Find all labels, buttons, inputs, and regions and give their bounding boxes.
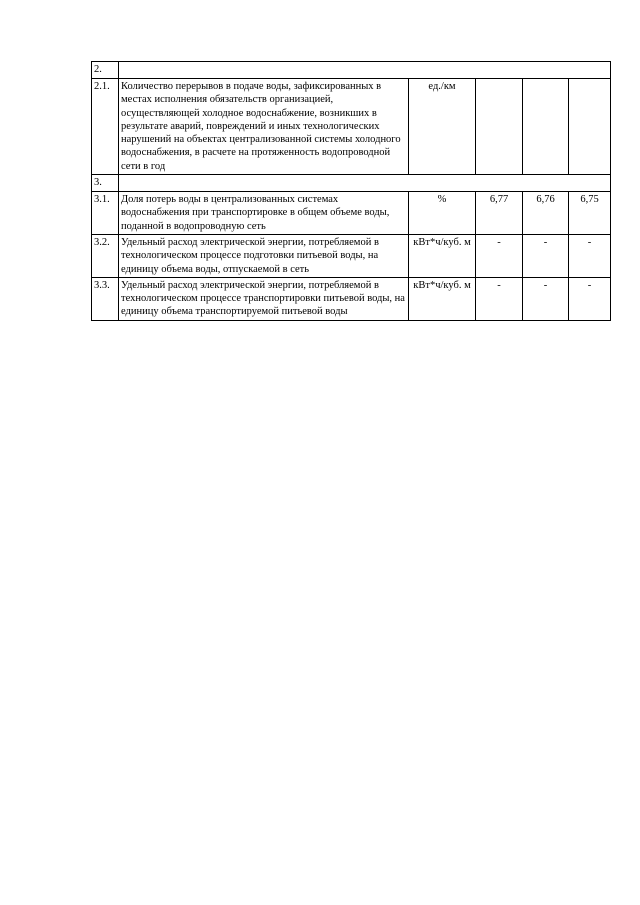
indicators-table: [91, 61, 611, 321]
value-cell-3: -: [569, 277, 611, 320]
table-row: [92, 192, 611, 235]
section-number: 3.: [92, 175, 119, 192]
unit-cell: %: [409, 192, 476, 235]
section-row: [92, 175, 611, 192]
indicator-text: Удельный расход электрической энергии, потребляемой в технологическом процессе подготовки питьевой воды, на единицу объема воды, отпускаемой в сеть: [119, 234, 409, 277]
value-cell-2: -: [523, 277, 569, 320]
table-row: [92, 79, 611, 175]
table-row: [92, 234, 611, 277]
indicator-text: Доля потерь воды в централизованных системах водоснабжения при транспортировке в общем объеме воды, поданной в водопроводную сеть: [119, 192, 409, 235]
table-row: [92, 277, 611, 320]
section-cell: [119, 62, 611, 79]
value-cell-3: [569, 79, 611, 175]
value-cell-2: [523, 79, 569, 175]
indicator-text: Количество перерывов в подаче воды, зафиксированных в местах исполнения обязательств организацией, осуществляющей холодное водоснабжение, возникших в результате аварий, повреждений и иных технологических нарушений на объектах централизованной системы холодного водоснабжения, в расчете на протяженность водопроводной сети в год: [119, 79, 409, 175]
value-cell-3: 6,75: [569, 192, 611, 235]
value-cell-2: -: [523, 234, 569, 277]
row-number: 2.1.: [92, 79, 119, 175]
unit-cell: ед./км: [409, 79, 476, 175]
value-cell-2: 6,76: [523, 192, 569, 235]
section-cell: [119, 175, 611, 192]
row-number: 3.3.: [92, 277, 119, 320]
value-cell-3: -: [569, 234, 611, 277]
value-cell-1: -: [476, 277, 523, 320]
unit-cell: кВт*ч/куб. м: [409, 234, 476, 277]
value-cell-1: [476, 79, 523, 175]
row-number: 3.2.: [92, 234, 119, 277]
row-number: 3.1.: [92, 192, 119, 235]
unit-cell: кВт*ч/куб. м: [409, 277, 476, 320]
section-number: 2.: [92, 62, 119, 79]
indicator-text: Удельный расход электрической энергии, потребляемой в технологическом процессе транспортировки питьевой воды, на единицу объема транспортируемой питьевой воды: [119, 277, 409, 320]
section-row: [92, 62, 611, 79]
value-cell-1: 6,77: [476, 192, 523, 235]
value-cell-1: -: [476, 234, 523, 277]
